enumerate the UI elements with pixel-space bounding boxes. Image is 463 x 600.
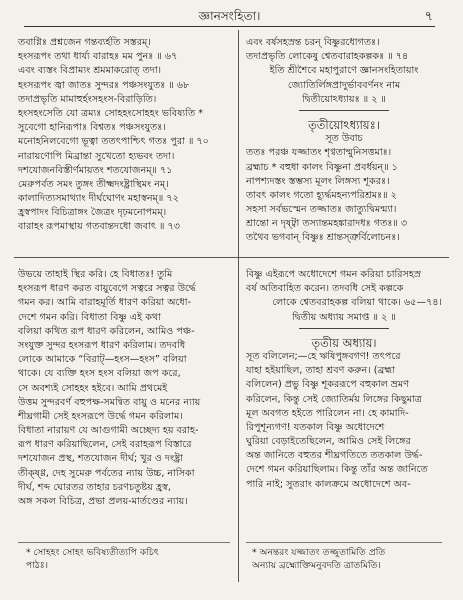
verse-line: তদাপ্রভৃতি লোকেষু শ্বেতবারাহকল্পকঃ ॥ ৭৪ (246, 51, 409, 63)
translation-line: বিষ্ণু এইরূপে অধোদেশে গমন করিয়া চারিসহস্র (246, 269, 422, 280)
chapter-heading-bengali: তৃতীয় অধ্যায়। (311, 335, 377, 350)
translation-line: রূপ ধারণ করিয়াছিলেন, সেই বরাহরূপ বিস্তারে (18, 439, 192, 451)
translation-line: দেশে গমন করি। বিধাতা বিষ্ণু এই কথা (18, 311, 161, 323)
translation-line: উত্তম সুন্দরবর্ণ বহুপক্ষ-সমন্বিত বায়ু ও মনের ন্যায় (18, 396, 201, 408)
sanskrit-verses-left (18, 36, 230, 235)
verse-line: হ্রস্বপাদং বিচিত্রাঙ্গং জৈত্রং দৃঢ়মনোপমম্‌। (18, 207, 167, 219)
footnote-right (252, 546, 442, 572)
colophon-line: দ্বিতীয়োঽধ্যায়ঃ ॥ ২ ॥ (302, 93, 386, 105)
verse-line: তবাগ্নিঃ প্রশ্নজেন গন্তব্যর্হতি সস্তরম্‌। (18, 37, 151, 48)
translation-line: বিধাতা নারায়ণ যে আগুগামী অচ্ছেদ্য হয় বরাহ- (18, 425, 199, 437)
translation-line: তীক্ষ্ণ্ণ, দেহ সুমেরু পর্বতের ন্যায় উচ্চ, নাসিকা (18, 467, 195, 479)
translation-line: রিপুশূন্যগণ! যতকাল বিষ্ণু অধোদেশে (246, 421, 385, 433)
colophon-line: ইতি শ্রীশৈবে মহাপুরাণে জ্ঞানসংহিতায়াং (269, 65, 419, 77)
translation-line: লোকে শ্বেতবরাহকল্প বলিয়া থাকে। ৬৫—৭৪। (272, 297, 442, 309)
footnote-left (26, 546, 230, 572)
translation-line: বর্ষ অতিবাহিত করেন। তদবধি সেই কল্পকে (246, 283, 404, 295)
verse-line: হংসরূপং তথা ধার্য্য বারাহঃ মম পুনঃ ॥ ৬৭ (18, 51, 178, 63)
translation-line: গমন কর। আমি বারাহমূর্তি ধারণ করিয়া অধো- (18, 297, 192, 309)
translation-line: করিলেন, কিন্তু সেই জ্যোতির্ময় লিঙ্গের কিছুমাত্র (246, 393, 422, 405)
section-rule (246, 328, 442, 336)
chapter-end-line: দ্বিতীয় অধ্যায় সমাপ্ত ॥ ২ ॥ (292, 311, 396, 323)
verse-line: দশযোজনবিস্তীর্ণমায়তং শতযোজনম্‌॥ ৭১ (18, 164, 173, 176)
verse-line: ব্রহ্মাচ * বহুধা কালং বিষ্ণুনা প্রবর্ধয়ন্‌॥ ১ (246, 161, 398, 173)
verse-line: এবং বর্ষসহস্রন্ত চরন্‌ বিষ্ণুরধোগতঃ। (246, 37, 380, 48)
translation-line: দেশে গমন করিয়াছিলাম। কিন্তু তাঁর অন্ত জানিতে (246, 464, 428, 476)
verse-line: তথৈব ভগবান্‌ বিষ্ণুঃ শ্রান্তস্ত্রুর্বিলোচনঃ। (246, 232, 400, 244)
verse-line: তদাপ্রভৃতি মামাহুর্হংসহংস-বিরাড়িতি। (18, 93, 157, 105)
translation-line: হংসরূপ ধারণ করত বায়ুবেগে সত্বরে সত্বর উর্দ্ধে (18, 283, 196, 295)
verse-line: শ্রান্তো ন দৃষ্ট্বা তস্যান্তমহঙ্কারাদধঃ গতঃ॥ ৩ (246, 218, 408, 230)
verse-line: নারায়ণোপি মিব্রান্তা সুখেতো হ্যভবং তদা। (18, 150, 175, 162)
section-rule (246, 110, 442, 118)
footnote-line: * সোহহং সোহং ভবিষ্যতীত্যপি কচিৎ (26, 547, 159, 558)
page-number: ৭ (424, 9, 433, 24)
translation-line: মূল অবগত হইতে পারিলেন না। হে কামাদি- (246, 407, 409, 419)
translation-line: সংযুক্ত সুন্দর হংসরূপ ধারণ করিলাম। তদবধি (18, 339, 186, 351)
translation-line: বলিলেন) প্রভু বিষ্ণু শূকররূপে বহুকাল ভ্রমণ (246, 379, 409, 391)
footnote-rule (246, 542, 442, 543)
translation-line: সূত বলিলেন;—হে ঋষিপুঙ্গবগণ! তৎপরে (246, 350, 401, 362)
verse-line: এবং ব্যস্তং বিপ্রাম্যং শ্রমমাকরোত্‌ তদা। (18, 65, 162, 77)
translation-left (18, 268, 230, 509)
translation-right (246, 268, 442, 492)
speaker-line: সূত উবাচ (325, 133, 363, 145)
translation-line: সে অবশ্যই সোহহং হইবে। আমি প্রথমেই (18, 382, 168, 394)
translation-line: অঙ্গ সকল বিচিত্র, প্রভা প্রলয়-মার্তণ্ডের ন্যায়। (18, 496, 188, 507)
verse-line: তাবৎ কালং গতো হ্যূর্দ্ধমহন্যপরিশ্রমঃ॥ ২ (246, 189, 397, 201)
verse-line: ততঃ পরঞ্চ যজ্জাতং শৃণ্বতাম্মুনিসত্তমাঃ। (246, 147, 392, 159)
footnote-line: অন্যায় ব্রহ্মোক্তিমনুবদতি ত্রাতমিতি। (252, 560, 381, 571)
translation-line: দীর্ঘ, শব্দ ঘোরতর তাহার চরণচতুষ্টয় হ্রস্ব, (18, 481, 171, 493)
translation-line: পারি নাই; সুতরাং কালক্রমে অধোদেশে অব- (246, 478, 411, 490)
verse-line: সহসা সর্বভস্মেন তজ্জাতঃ জাত্যুদ্বিমন্ম্যা। (246, 204, 397, 216)
verse-line: মনোহনিলবেগো ভূত্বা ততৎপাশ্চিৎ গতঃ পুরা ॥ ৭০ (18, 136, 209, 148)
translation-line: থাকে। যে ব্যক্তি হংস হংস বলিয়া জপ করে, (18, 368, 181, 380)
verse-line: হংসরূপং জ্বা জাতঃ সুন্দরঃ পঞ্চসংযুতঃ ॥ ৬৮ (18, 79, 190, 91)
page-header (24, 6, 435, 27)
verse-line: হংসহংসেতি যো ত্রম্যঃ সোহহংসোহহং ভবিষ্যতি * (18, 107, 203, 119)
footnote-line: * অনন্তরং যজ্জাতং তজ্জুতামিতি প্রতি (252, 547, 386, 558)
translation-line: লোকে আমাকে “বিরাট্‌—হংস—হংস” বলিয়া (18, 354, 187, 366)
translation-line: অন্ত জানিতে বহুতর শীঘ্রগতিতে ততকাল উর্দ্ধ- (246, 450, 423, 462)
section-divider (14, 257, 449, 258)
verse-line: বারাহং রূপমাস্থায় গতবান্তদধো জবাৎ ॥ ৭৩ (18, 221, 180, 233)
translation-line: যাহা হইয়াছিল, তাহা শ্রবণ করুন। (ব্রহ্মা (246, 365, 395, 377)
translation-line: দশযোজন প্রস্থ, শতযোজন দীর্ঘ; খুর ও দংষ্ট্রা (18, 453, 184, 465)
translation-line: শীঘ্রগামী সেই হংসরূপে উর্দ্ধে গমন করিলাম। (18, 410, 183, 422)
verse-line: মেরুপর্বত সমং তুঙ্গং তীক্ষ্মদংষ্ট্রাস্থিমং নম্‌। (18, 178, 169, 190)
page-title: জ্ঞানসংহিতা। (198, 9, 261, 23)
translation-line: উভয়ে তাহাই স্থির করি। হে বিধাতঃ! তুমি (18, 269, 173, 280)
footnote-line: পাঠঃ। (26, 560, 48, 571)
footnote-rule (18, 542, 230, 543)
chapter-heading: তৃতীয়োঽধ্যায়ঃ। (308, 117, 380, 132)
verse-line: সুবেগো হানিরূপাঃ বিশ্বতঃ পঞ্চসংযুতঃ। (18, 122, 166, 134)
column-divider (238, 30, 239, 582)
sanskrit-verses-right (246, 36, 442, 246)
verse-line: কালাদিত্যসমাথ্যাং দীর্ঘঘোণং মহাস্বনম্‌॥ ৭২ (18, 193, 179, 205)
translation-line: বলিয়া কথিত রূপ ধারণ করিলেন, আমিও পঞ্চ- (18, 325, 195, 337)
verse-line: নাপশ্যদস্তং স্তম্ভস্য মূলং লিঙ্গস্য শূকরঃ। (246, 175, 390, 187)
colophon-line: জ্যোতির্লিঙ্গপ্রাদুর্ভাববর্ণনং নাম (287, 79, 401, 91)
translation-line: ঘুরিয়া বেড়াইতেছিলেন, আমিও সেই লিঙ্গের (246, 436, 411, 448)
